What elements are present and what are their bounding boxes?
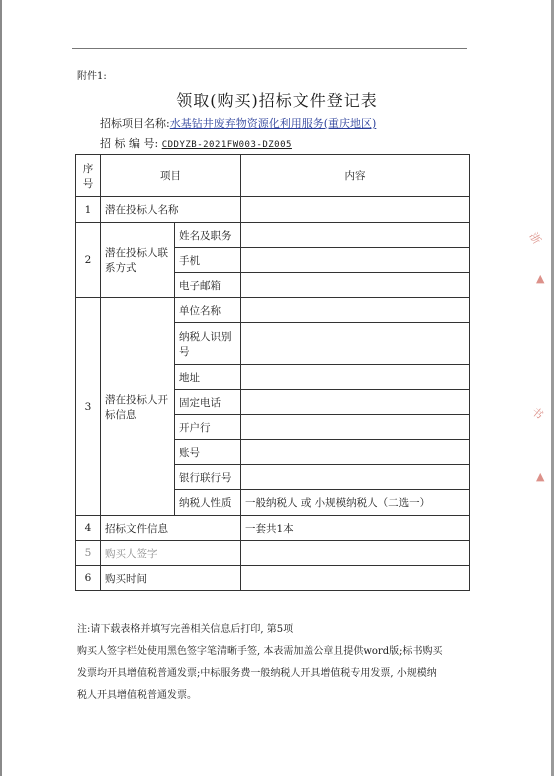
header-num: 序号: [76, 155, 101, 197]
sub-item: 电子邮箱: [175, 273, 241, 298]
attachment-label: 附件1:: [77, 71, 107, 82]
row-content-cell[interactable]: [241, 566, 470, 591]
row-content-cell[interactable]: [241, 541, 470, 566]
row-content-cell[interactable]: [241, 440, 470, 465]
taxpayer-type-value: 一般纳税人 或 小规模纳税人（二选一）: [241, 490, 470, 516]
table-row: [76, 541, 470, 566]
seal-fragment: 书: [528, 404, 546, 422]
seal-fragment: [525, 353, 538, 361]
row-item: 潜在投标人名称: [101, 197, 241, 223]
sub-item: 固定电话: [175, 390, 241, 415]
row-content-cell[interactable]: [241, 197, 470, 223]
sub-item: 账号: [175, 440, 241, 465]
tender-code-label: 招 标 编 号:: [100, 137, 159, 150]
table-row: [76, 298, 470, 323]
row-content-cell[interactable]: [241, 365, 470, 390]
row-num: 1: [76, 197, 101, 223]
note-line: 税人开具增值税普通发票。: [77, 690, 197, 701]
row-item: 购买人签字: [101, 541, 241, 566]
row-num: 6: [76, 566, 101, 591]
row-content-cell[interactable]: [241, 323, 470, 365]
row-item: 购买时间: [101, 566, 241, 591]
header-content: 内容: [241, 155, 470, 197]
table-row: [76, 197, 470, 223]
table-row: [76, 223, 470, 248]
sub-item: 单位名称: [175, 298, 241, 323]
row-content-cell[interactable]: [241, 223, 470, 248]
row-num: 5: [76, 541, 101, 566]
seal-fragment: ▲: [536, 272, 545, 285]
row-content-cell[interactable]: [241, 273, 470, 298]
sub-item: 开户行: [175, 415, 241, 440]
table-row: [76, 566, 470, 591]
row-content: 一套共1本: [241, 516, 470, 541]
note-line: 购买人签字栏处使用黑色签字笔清晰手签, 本表需加盖公章且提供word版;标书购买: [77, 646, 443, 657]
note-line: 发票均开具增值税普通发票;中标服务费一般纳税人开具增值税专用发票, 小规模纳: [77, 668, 437, 679]
row-num: 4: [76, 516, 101, 541]
note-line: 注:请下载表格并填写完善相关信息后打印, 第5项: [77, 624, 294, 635]
project-name-label: 招标项目名称:: [100, 117, 170, 130]
sub-item: 地址: [175, 365, 241, 390]
sub-item: 姓名及职务: [175, 223, 241, 248]
sub-item: 纳税人性质: [175, 490, 241, 516]
row-content-cell[interactable]: [241, 248, 470, 273]
scan-left-edge: [0, 0, 2, 776]
row-item: 潜在投标人开标信息: [101, 298, 175, 516]
table-header-row: [76, 155, 470, 197]
seal-fragment: ▲: [536, 470, 545, 483]
tender-code-line: [100, 135, 292, 151]
sub-item: 纳税人识别号: [175, 323, 241, 365]
sub-item: 银行联行号: [175, 465, 241, 490]
header-item: 项目: [101, 155, 241, 197]
seal-fragment: 浙: [526, 230, 544, 247]
registration-table: [75, 154, 470, 591]
header-rule: [72, 48, 467, 49]
project-name-line: [100, 115, 376, 131]
row-num: 3: [76, 298, 101, 516]
project-name-value: 水基钻井废弃物资源化利用服务(重庆地区): [169, 117, 377, 130]
table-row: [76, 516, 470, 541]
row-item: 招标文件信息: [101, 516, 241, 541]
row-content-cell[interactable]: [241, 390, 470, 415]
row-item: 潜在投标人联系方式: [101, 223, 175, 298]
tender-code-value: CDDYZB-2021FW003-DZ005: [161, 140, 292, 150]
page-title: 领取(购买)招标文件登记表: [176, 91, 378, 110]
row-num: 2: [76, 223, 101, 298]
sub-item: 手机: [175, 248, 241, 273]
row-content-cell[interactable]: [241, 465, 470, 490]
row-content-cell[interactable]: [241, 415, 470, 440]
row-content-cell[interactable]: [241, 298, 470, 323]
